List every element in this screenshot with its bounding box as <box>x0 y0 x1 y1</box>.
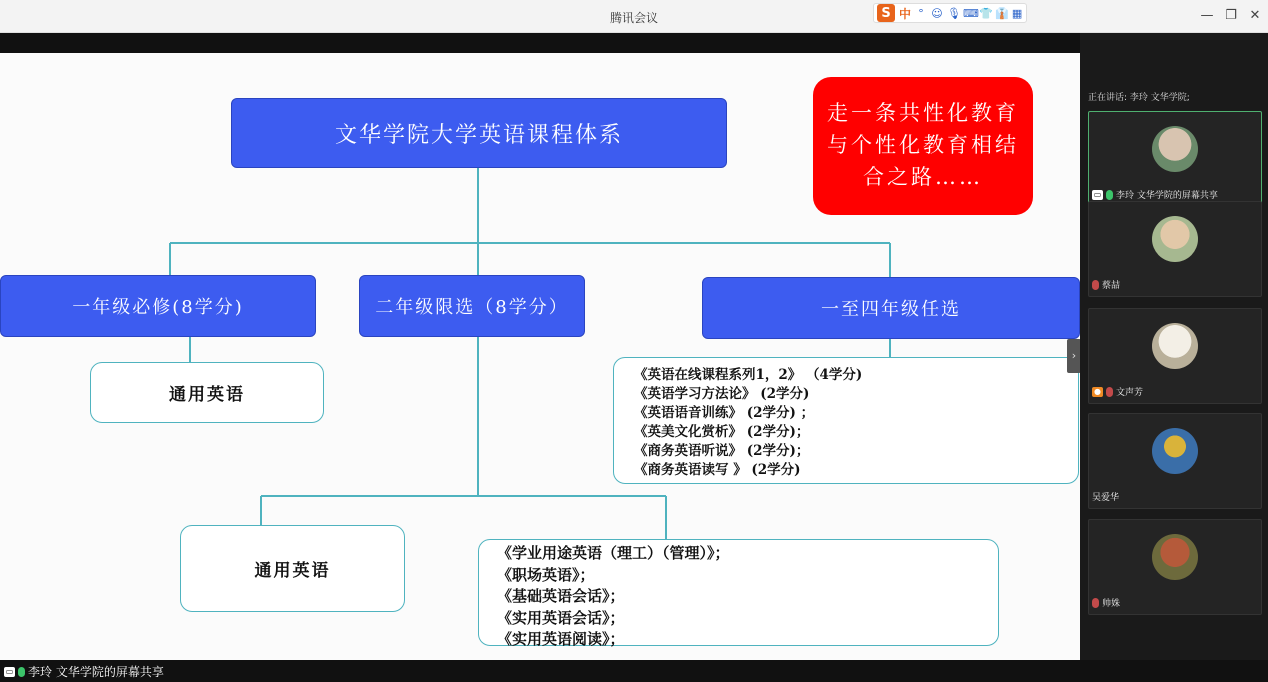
participant-name: 文声芳 <box>1116 388 1144 398</box>
avatar <box>1152 534 1198 580</box>
screen-share-status <box>4 663 164 680</box>
list-item: 《基础英语会话》； <box>497 587 625 605</box>
restore-icon[interactable]: ❐ <box>1225 8 1237 23</box>
avatar <box>1152 323 1198 369</box>
share-label: 李玲 文华学院的屏幕共享 <box>28 665 164 679</box>
user-icon: ● <box>1092 387 1103 397</box>
list-item: 《实用英语阅读》； <box>497 630 625 648</box>
list-item: 《学业用途英语（理工）（管理）》； <box>497 544 730 562</box>
list-item: 《英美文化赏析》 (2学分)； <box>634 424 810 440</box>
bottom-bar <box>0 660 1268 682</box>
ime-toolbar[interactable] <box>873 3 1027 23</box>
list-item: 《商务英语听说》 (2学分)； <box>634 443 810 459</box>
close-icon[interactable]: ✕ <box>1249 8 1261 23</box>
microphone-icon <box>18 667 25 677</box>
branch-year2: 二年级限选（8学分） <box>359 275 585 337</box>
list-item: 《实用英语会话》； <box>497 608 625 627</box>
participant-tile[interactable] <box>1088 308 1262 404</box>
screen-share-icon: ▭ <box>5 666 14 676</box>
avatar <box>1152 216 1198 262</box>
minimize-icon[interactable]: — <box>1200 8 1214 23</box>
list-item: 《商务英语读写 》 (2学分) <box>634 462 801 478</box>
toolbox-icon[interactable]: ▦ <box>1011 6 1023 20</box>
year1-course: 通用英语 <box>90 362 324 423</box>
screen-share-icon: ▭ <box>1093 189 1102 199</box>
keyboard-icon[interactable]: ⌨ <box>963 6 979 20</box>
list-item: 《英语学习方法论》 (2学分) <box>634 386 810 402</box>
participant-tile[interactable] <box>1088 519 1262 615</box>
participant-tile[interactable] <box>1088 201 1262 297</box>
avatar <box>1152 428 1198 474</box>
emoji-icon[interactable]: ☺ <box>931 6 943 20</box>
list-item: 《英语在线课程系列1，2》 （4学分) <box>634 367 863 383</box>
list-item: 《职场英语》； <box>497 565 595 584</box>
branch-elective: 一至四年级任选 <box>702 277 1080 339</box>
avatar <box>1152 126 1198 172</box>
participant-tile[interactable] <box>1088 111 1262 207</box>
year2-elective-box <box>478 539 999 646</box>
title-bar <box>0 0 1268 33</box>
branch-year1: 一年级必修(8学分) <box>0 275 316 337</box>
participant-name: 吴爱华 <box>1092 493 1120 503</box>
shirt-icon[interactable]: 👔 <box>995 6 1009 20</box>
punctuation-icon[interactable]: ° <box>918 6 924 20</box>
collapse-panel-button[interactable]: › <box>1067 339 1081 373</box>
year2-course: 通用英语 <box>180 525 405 612</box>
red-note: 走一条共性化教育与个性化教育相结合之路…… <box>813 77 1033 215</box>
participant-name: 帅姝 <box>1102 599 1121 609</box>
speaking-indicator: 正在讲话: 李玲 文华学院; <box>1088 93 1190 103</box>
slide-title: 文华学院大学英语课程体系 <box>231 98 727 168</box>
sogou-logo-icon[interactable]: S <box>877 4 895 22</box>
window-title: 腾讯会议 <box>609 11 658 25</box>
voice-input-icon[interactable]: 🎙 <box>947 6 961 20</box>
participant-tile[interactable] <box>1088 413 1262 509</box>
ime-mode-toggle[interactable]: 中 <box>899 6 912 21</box>
shared-slide <box>0 53 1080 660</box>
skin-icon[interactable]: 👕 <box>979 6 993 20</box>
microphone-icon <box>1106 190 1113 200</box>
participants-panel <box>1080 33 1268 660</box>
participant-name: 李玲 文华学院的屏幕共享 <box>1116 191 1218 201</box>
list-item: 《英语语音训练》 (2学分) ； <box>634 405 815 421</box>
microphone-muted-icon <box>1092 598 1099 608</box>
microphone-muted-icon <box>1092 280 1099 290</box>
elective-course-box <box>613 357 1079 484</box>
participant-name: 蔡喆 <box>1102 281 1121 291</box>
microphone-muted-icon <box>1106 387 1113 397</box>
